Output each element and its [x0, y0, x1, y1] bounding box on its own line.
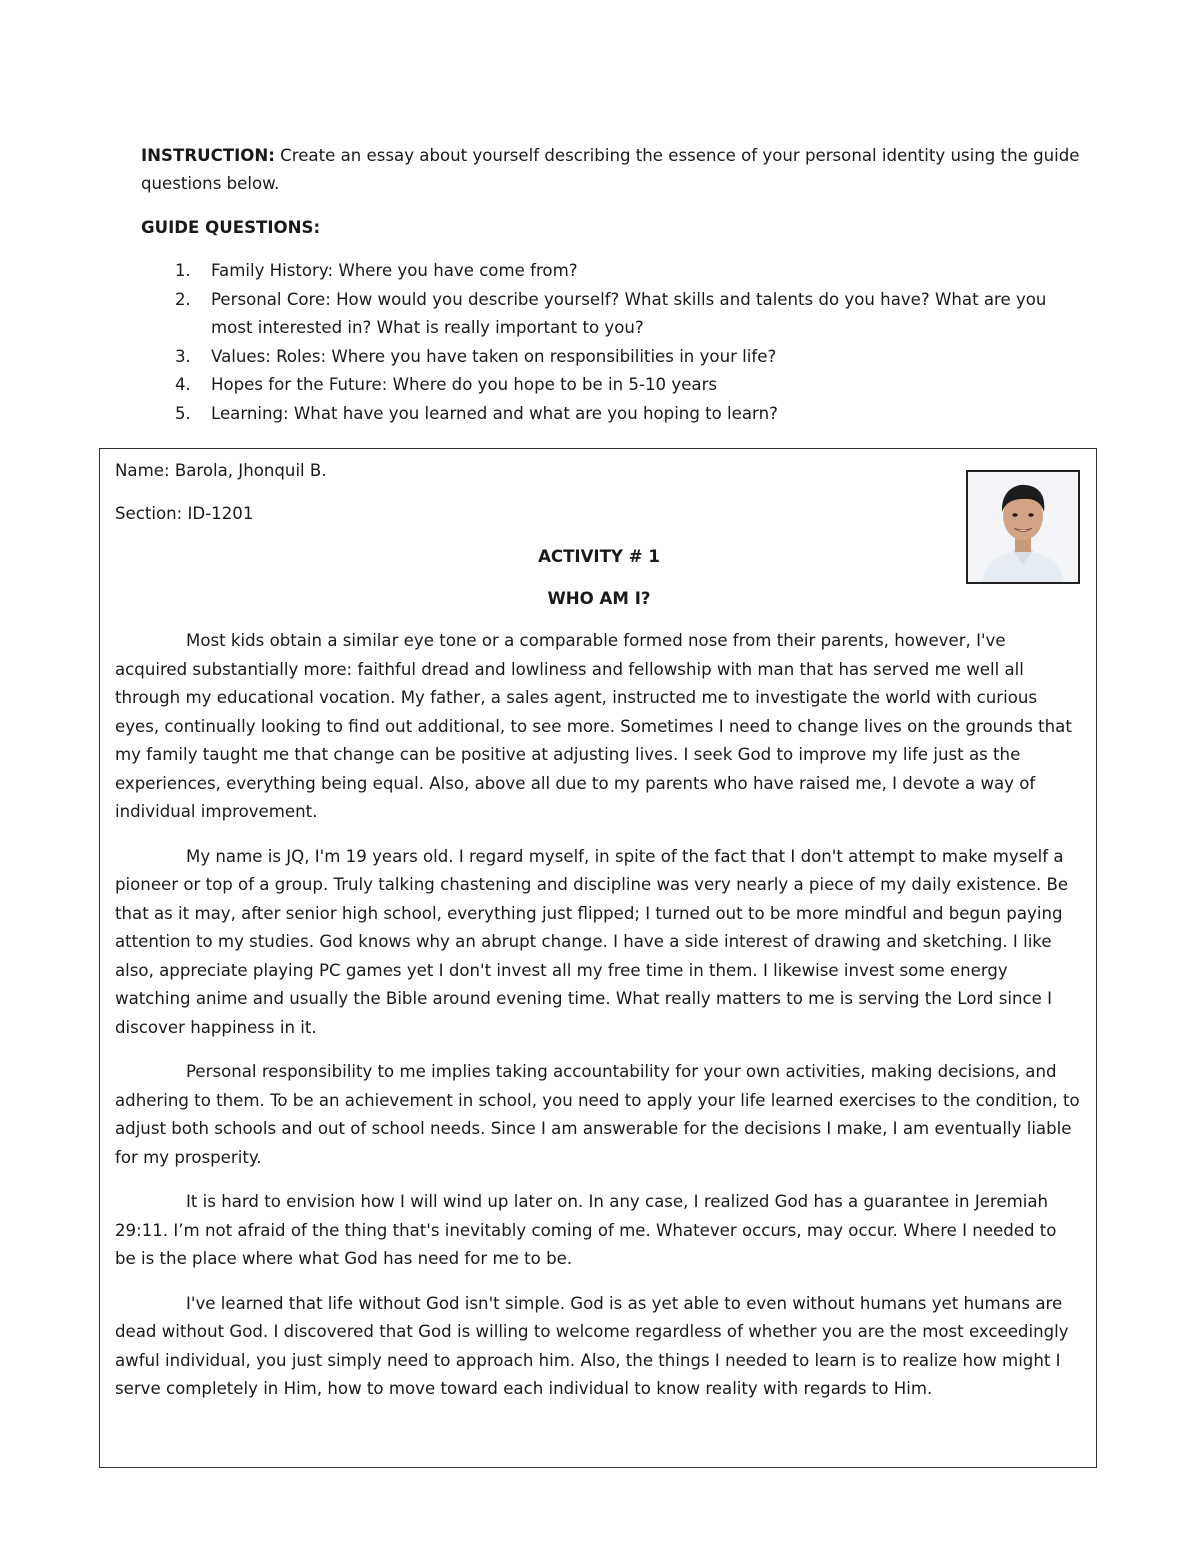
list-item [141, 371, 1081, 400]
essay-paragraph: It is hard to envision how I will wind up later on. In any case, I realized God has a guarantee in Jeremiah 29:11. I’m not afraid of the thing that's inevitably coming of me. Whatever occurs, may occur. Where I needed to be is the place where what God has need for me to be. [115, 1192, 1057, 1268]
list-text: Hopes for the Future: Where do you hope to be in 5-10 years [211, 375, 718, 394]
essay-box [99, 448, 1097, 1468]
essay-title: WHO AM I? [547, 589, 651, 608]
essay-paragraph: I've learned that life without God isn't simple. God is as yet able to even without humans yet humans are dead without God. I discovered that God is willing to welcome regardless of whether you are the most exceedingly awful individual, you just simply need to approach him. Also, the things I needed to learn is to realize how might I serve completely in Him, how to move toward each individual to know reality with regards to Him. [115, 1293, 1069, 1398]
activity-title: ACTIVITY # 1 [538, 547, 660, 566]
instruction-label: INSTRUCTION: [141, 146, 275, 165]
essay-body [115, 627, 1081, 1420]
list-number: 5. [175, 403, 191, 423]
guide-questions-list [141, 257, 1081, 428]
list-number: 1. [175, 261, 191, 280]
list-item [141, 257, 1081, 286]
list-number: 2. [175, 289, 191, 309]
guide-questions-title: GUIDE QUESTIONS: [141, 218, 321, 237]
student-name: Name: Barola, Jhonquil B. [115, 461, 327, 480]
instruction-text: Create an essay about yourself describing the essence of your personal identity using the guide questions below. [141, 146, 1080, 193]
essay-paragraph: Most kids obtain a similar eye tone or a comparable formed nose from their parents, however, I've acquired substantially more: faithful dread and lowliness and fellowship with man that has served me well all through my educational vocation. My father, a sales agent, instructed me to investigate the world with curious eyes, continually looking to find out additional, to see more. Sometimes I need to change lives on the grounds that my family taught me that change can be positive at adjusting lives. I seek God to improve my life just as the experiences, everything being equal. Also, above all due to my parents who have raised me, I devote a way of individual improvement. [115, 631, 1072, 821]
list-item [141, 286, 1081, 343]
instruction [141, 142, 1081, 198]
student-section: Section: ID-1201 [115, 504, 254, 523]
list-text: Family History: Where you have come from? [211, 261, 578, 280]
essay-paragraph: My name is JQ, I'm 19 years old. I regard myself, in spite of the fact that I don't attempt to make myself a pioneer or top of a group. Truly talking chastening and discipline was very nearly a piece of my daily existence. Be that as it may, after senior high school, everything just flipped; I turned out to be more mindful and begun paying attention to my studies. God knows why an abrupt change. I have a side interest of drawing and sketching. I like also, appreciate playing PC games yet I don't invest all my free time in them. I likewise invest some energy watching anime and usually the Bible around evening time. What really matters to me is serving the Lord since I discover happiness in it. [115, 846, 1069, 1037]
list-text: Learning: What have you learned and what are you hoping to learn? [211, 403, 778, 423]
list-item [141, 343, 1081, 372]
list-number: 3. [175, 346, 191, 366]
list-item [141, 400, 1081, 429]
list-text: Values: Roles: Where you have taken on responsibilities in your life? [211, 346, 777, 366]
list-text: Personal Core: How would you describe yourself? What skills and talents do you have? What are you most interested in? What is really important to you? [211, 289, 1047, 337]
list-number: 4. [175, 375, 191, 394]
essay-paragraph: Personal responsibility to me implies taking accountability for your own activities, making decisions, and adhering to them. To be an achievement in school, you need to apply your life learned exercises to the condition, to adjust both schools and out of school needs. Since I am answerable for the decisions I make, I am eventually liable for my prosperity. [115, 1062, 1080, 1167]
